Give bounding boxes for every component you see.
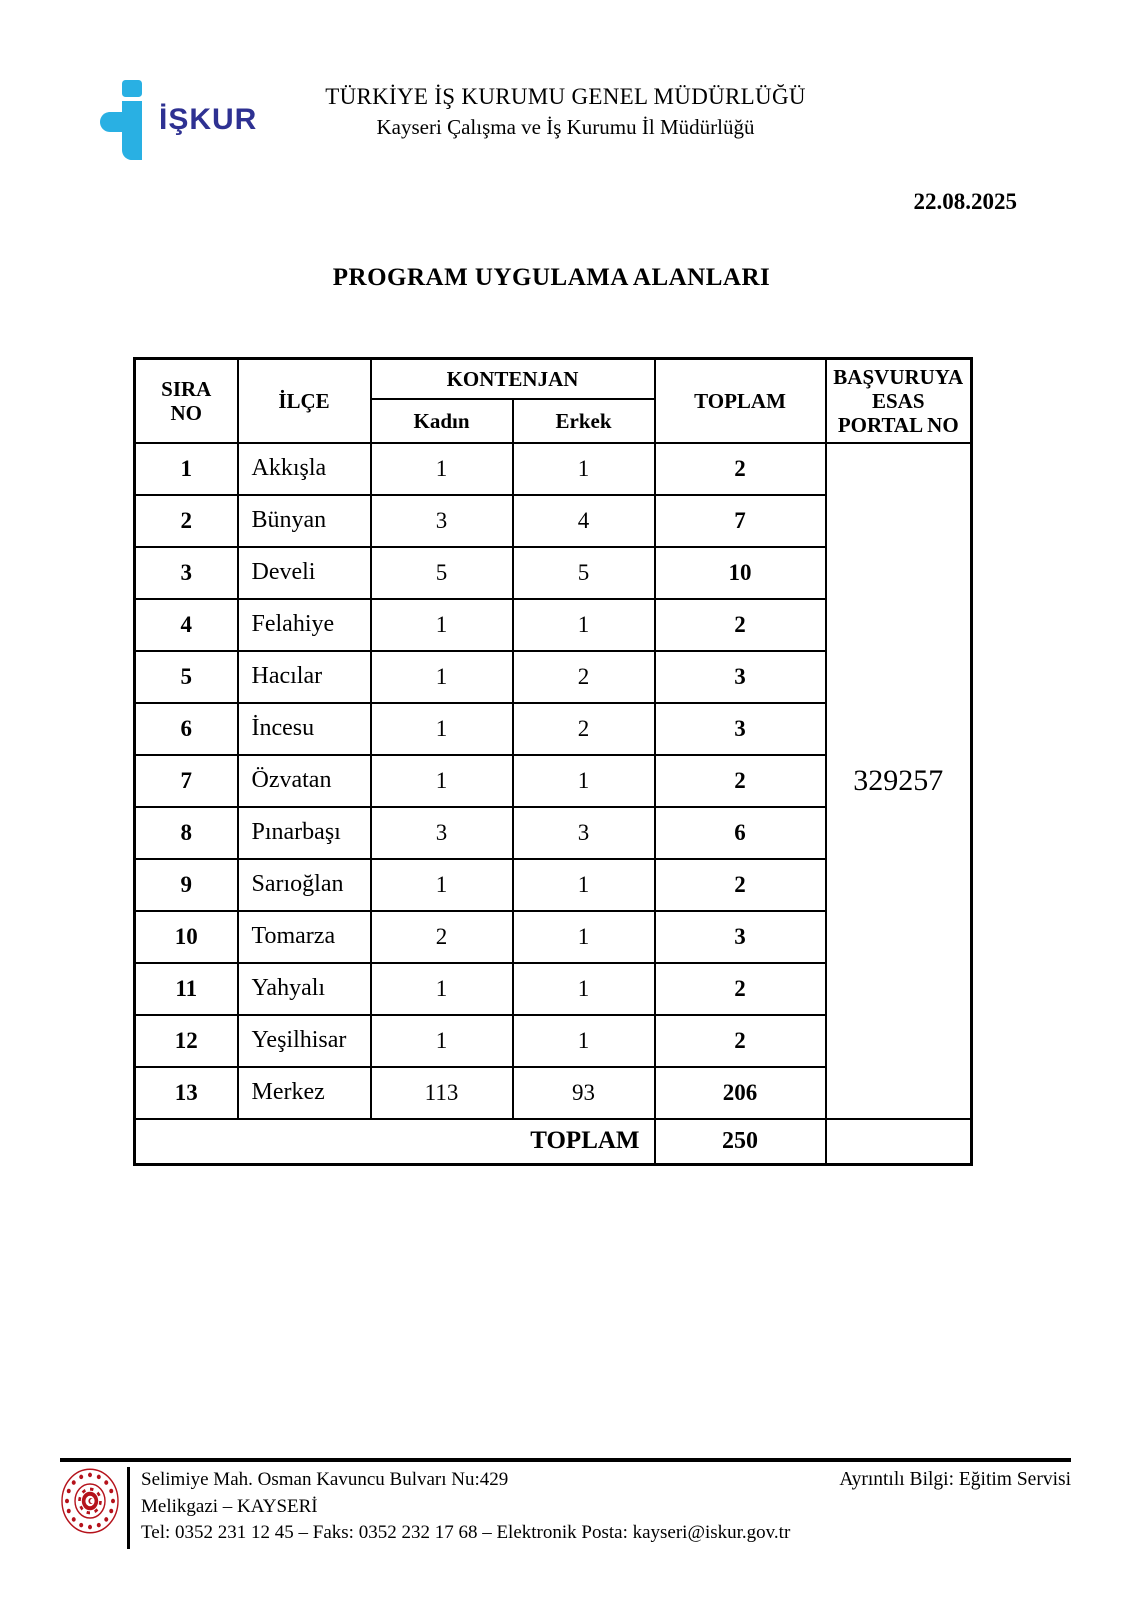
cell-toplam: 2 <box>655 443 826 495</box>
cell-ilce: Akkışla <box>238 443 371 495</box>
footer-address-line1: Selimiye Mah. Osman Kavuncu Bulvarı Nu:429 <box>141 1469 509 1490</box>
cell-ilce: Sarıoğlan <box>238 859 371 911</box>
cell-kadin: 1 <box>371 859 513 911</box>
cell-kadin: 5 <box>371 547 513 599</box>
ministry-seal-icon <box>60 1467 120 1535</box>
cell-toplam: 2 <box>655 963 826 1015</box>
cell-ilce: Merkez <box>238 1067 371 1119</box>
cell-erkek: 1 <box>513 443 655 495</box>
cell-ilce: Pınarbaşı <box>238 807 371 859</box>
org-name: TÜRKİYE İŞ KURUMU GENEL MÜDÜRLÜĞÜ <box>325 84 806 109</box>
header-sira-no <box>135 359 238 443</box>
cell-toplam: 3 <box>655 703 826 755</box>
header-kadin: Kadın <box>371 399 513 443</box>
table-header <box>135 359 972 443</box>
table-footer <box>135 1119 972 1165</box>
cell-toplam: 6 <box>655 807 826 859</box>
header-portal-line3: PORTAL NO <box>837 412 959 437</box>
cell-toplam: 2 <box>655 755 826 807</box>
cell-toplam: 2 <box>655 859 826 911</box>
cell-kadin: 1 <box>371 1015 513 1067</box>
cell-ilce: Bünyan <box>238 495 371 547</box>
cell-erkek: 4 <box>513 495 655 547</box>
cell-erkek: 3 <box>513 807 655 859</box>
header-erkek: Erkek <box>513 399 655 443</box>
header-portal-no <box>826 359 972 443</box>
cell-toplam: 2 <box>655 599 826 651</box>
cell-no: 8 <box>135 807 238 859</box>
cell-no: 2 <box>135 495 238 547</box>
cell-ilce: İncesu <box>238 703 371 755</box>
header-sira-line2: NO <box>170 400 202 425</box>
cell-erkek: 1 <box>513 599 655 651</box>
table-body <box>135 443 972 1119</box>
total-portal-empty-cell <box>826 1119 972 1165</box>
cell-kadin: 1 <box>371 963 513 1015</box>
cell-kadin: 3 <box>371 495 513 547</box>
header-portal-line1: BAŞVURUYA <box>833 364 964 389</box>
cell-toplam: 3 <box>655 651 826 703</box>
cell-toplam: 206 <box>655 1067 826 1119</box>
cell-erkek: 1 <box>513 1015 655 1067</box>
cell-no: 6 <box>135 703 238 755</box>
document-title: PROGRAM UYGULAMA ALANLARI <box>332 264 771 291</box>
cell-no: 5 <box>135 651 238 703</box>
cell-toplam: 7 <box>655 495 826 547</box>
footer-info: Ayrıntılı Bilgi: Eğitim Servisi <box>839 1469 1071 1490</box>
footer-address-line2: Melikgazi – KAYSERİ <box>141 1495 318 1517</box>
cell-kadin: 1 <box>371 599 513 651</box>
table-row <box>135 443 972 495</box>
cell-ilce: Hacılar <box>238 651 371 703</box>
cell-ilce: Tomarza <box>238 911 371 963</box>
cell-kadin: 1 <box>371 443 513 495</box>
cell-no: 12 <box>135 1015 238 1067</box>
cell-no: 11 <box>135 963 238 1015</box>
total-label: TOPLAM <box>135 1119 655 1165</box>
document-date: 22.08.2025 <box>913 189 1017 214</box>
cell-no: 3 <box>135 547 238 599</box>
cell-erkek: 2 <box>513 703 655 755</box>
cell-no: 13 <box>135 1067 238 1119</box>
header-kontenjan: KONTENJAN <box>371 359 655 399</box>
cell-no: 9 <box>135 859 238 911</box>
cell-no: 1 <box>135 443 238 495</box>
header-ilce: İLÇE <box>238 359 371 443</box>
cell-erkek: 2 <box>513 651 655 703</box>
cell-toplam: 10 <box>655 547 826 599</box>
cell-no: 4 <box>135 599 238 651</box>
organization-header <box>0 84 1131 140</box>
cell-toplam: 3 <box>655 911 826 963</box>
cell-ilce: Yeşilhisar <box>238 1015 371 1067</box>
cell-erkek: 1 <box>513 859 655 911</box>
cell-erkek: 1 <box>513 755 655 807</box>
program-areas-table <box>133 357 973 1166</box>
cell-erkek: 1 <box>513 963 655 1015</box>
cell-kadin: 1 <box>371 651 513 703</box>
cell-ilce: Yahyalı <box>238 963 371 1015</box>
portal-no-cell: 329257 <box>826 443 972 1119</box>
footer-contact-line: Tel: 0352 231 12 45 – Faks: 0352 232 17 68 – Elektronik Posta: kayseri@iskur.gov.tr <box>141 1522 791 1543</box>
cell-kadin: 113 <box>371 1067 513 1119</box>
cell-toplam: 2 <box>655 1015 826 1067</box>
cell-erkek: 93 <box>513 1067 655 1119</box>
header-portal-line2: ESAS <box>872 388 925 413</box>
total-value: 250 <box>655 1119 826 1165</box>
cell-ilce: Felahiye <box>238 599 371 651</box>
cell-erkek: 5 <box>513 547 655 599</box>
header-sira-line1: SIRA <box>161 376 212 401</box>
footer-vertical-divider <box>127 1467 130 1549</box>
cell-ilce: Özvatan <box>238 755 371 807</box>
cell-kadin: 3 <box>371 807 513 859</box>
header-toplam: TOPLAM <box>655 359 826 443</box>
cell-no: 10 <box>135 911 238 963</box>
cell-ilce: Develi <box>238 547 371 599</box>
footer-address <box>141 1467 790 1547</box>
page-footer <box>60 1458 1071 1549</box>
iskur-logo-text: İŞKUR <box>159 103 258 136</box>
cell-no: 7 <box>135 755 238 807</box>
cell-kadin: 1 <box>371 703 513 755</box>
cell-kadin: 2 <box>371 911 513 963</box>
cell-erkek: 1 <box>513 911 655 963</box>
org-branch: Kayseri Çalışma ve İş Kurumu İl Müdürlüğü <box>376 115 755 139</box>
cell-kadin: 1 <box>371 755 513 807</box>
